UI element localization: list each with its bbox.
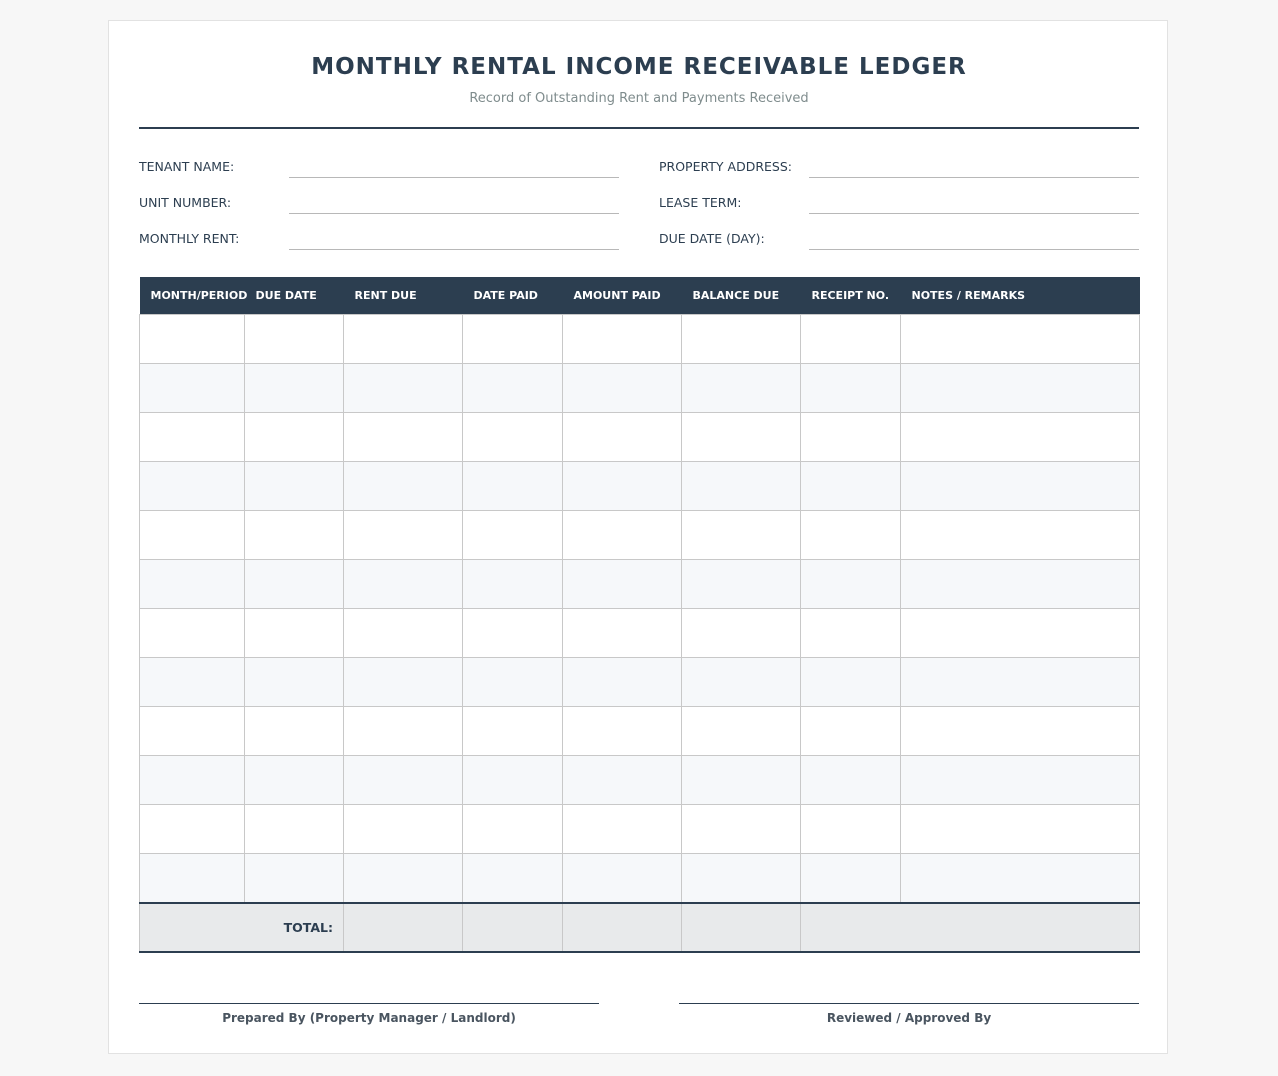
table-cell[interactable] [682, 609, 801, 658]
table-cell[interactable] [901, 315, 1140, 364]
tenant-name-line[interactable] [289, 177, 619, 178]
table-cell[interactable] [344, 462, 463, 511]
table-cell[interactable] [463, 462, 563, 511]
table-cell[interactable] [801, 658, 901, 707]
table-cell[interactable] [245, 511, 344, 560]
table-cell[interactable] [140, 707, 245, 756]
lease-term-line[interactable] [809, 213, 1139, 214]
monthly-rent-line[interactable] [289, 249, 619, 250]
table-cell[interactable] [682, 462, 801, 511]
table-cell[interactable] [901, 756, 1140, 805]
table-cell[interactable] [344, 756, 463, 805]
table-cell[interactable] [901, 854, 1140, 904]
table-cell[interactable] [245, 315, 344, 364]
table-cell[interactable] [140, 511, 245, 560]
table-cell[interactable] [344, 805, 463, 854]
total-amount-paid-cell[interactable] [563, 903, 682, 952]
table-cell[interactable] [140, 805, 245, 854]
table-cell[interactable] [801, 511, 901, 560]
table-row [140, 560, 1140, 609]
table-cell[interactable] [245, 805, 344, 854]
table-cell[interactable] [344, 413, 463, 462]
table-cell[interactable] [901, 805, 1140, 854]
prepared-by-label: Prepared By (Property Manager / Landlord) [222, 1011, 516, 1025]
column-header: BALANCE DUE [682, 277, 801, 315]
table-cell[interactable] [682, 658, 801, 707]
tenant-name-field[interactable] [139, 159, 619, 179]
prepared-by-block[interactable] [139, 1003, 599, 1025]
table-row [140, 658, 1140, 707]
total-date-paid-cell[interactable] [463, 903, 563, 952]
table-cell[interactable] [140, 854, 245, 904]
ledger-page [108, 20, 1168, 1054]
table-cell[interactable] [801, 413, 901, 462]
table-cell[interactable] [463, 854, 563, 904]
reviewed-by-label: Reviewed / Approved By [826, 1011, 992, 1025]
table-cell[interactable] [344, 315, 463, 364]
table-cell[interactable] [901, 364, 1140, 413]
table-cell[interactable] [463, 560, 563, 609]
table-cell[interactable] [563, 413, 682, 462]
document-subtitle: Record of Outstanding Rent and Payments Received [469, 91, 809, 106]
table-cell[interactable] [463, 756, 563, 805]
table-cell[interactable] [801, 854, 901, 904]
table-cell[interactable] [463, 315, 563, 364]
column-header: RECEIPT NO. [801, 277, 901, 315]
table-cell[interactable] [463, 805, 563, 854]
due-date-day-line[interactable] [809, 249, 1139, 250]
table-cell[interactable] [563, 756, 682, 805]
column-header: DUE DATE [245, 277, 344, 315]
column-header: MONTH/PERIOD [140, 277, 245, 315]
table-cell[interactable] [344, 364, 463, 413]
table-cell[interactable] [463, 511, 563, 560]
table-cell[interactable] [801, 805, 901, 854]
table-cell[interactable] [682, 707, 801, 756]
reviewed-by-block[interactable] [679, 1003, 1139, 1025]
table-cell[interactable] [245, 462, 344, 511]
table-cell[interactable] [801, 756, 901, 805]
table-cell[interactable] [801, 462, 901, 511]
unit-number-label: UNIT NUMBER: [139, 195, 232, 210]
column-header: RENT DUE [344, 277, 463, 315]
table-row [140, 805, 1140, 854]
table-cell[interactable] [563, 805, 682, 854]
table-cell[interactable] [140, 560, 245, 609]
table-cell[interactable] [563, 364, 682, 413]
lease-term-label: LEASE TERM: [659, 195, 742, 210]
table-cell[interactable] [901, 609, 1140, 658]
table-cell[interactable] [901, 511, 1140, 560]
table-cell[interactable] [563, 315, 682, 364]
monthly-rent-label: MONTHLY RENT: [139, 231, 240, 246]
prepared-by-line[interactable] [139, 1003, 599, 1004]
table-cell[interactable] [901, 462, 1140, 511]
table-cell[interactable] [245, 609, 344, 658]
monthly-rent-field[interactable] [139, 231, 619, 251]
table-cell[interactable] [140, 315, 245, 364]
table-cell[interactable] [463, 707, 563, 756]
reviewed-by-line[interactable] [679, 1003, 1139, 1004]
column-header: AMOUNT PAID [563, 277, 682, 315]
table-row [140, 609, 1140, 658]
table-cell[interactable] [140, 413, 245, 462]
total-rent-due-cell[interactable] [344, 903, 463, 952]
table-cell[interactable] [563, 854, 682, 904]
table-cell[interactable] [901, 413, 1140, 462]
table-row [140, 707, 1140, 756]
document-title: MONTHLY RENTAL INCOME RECEIVABLE LEDGER [311, 54, 967, 80]
table-cell[interactable] [463, 609, 563, 658]
total-balance-due-cell[interactable] [682, 903, 801, 952]
table-cell[interactable] [801, 609, 901, 658]
unit-number-field[interactable] [139, 195, 619, 215]
table-cell[interactable] [563, 609, 682, 658]
table-cell[interactable] [901, 658, 1140, 707]
table-cell[interactable] [682, 560, 801, 609]
table-row [140, 756, 1140, 805]
table-cell[interactable] [344, 658, 463, 707]
ledger-header [140, 277, 1140, 315]
table-cell[interactable] [563, 658, 682, 707]
ledger-body [140, 315, 1140, 904]
lease-term-field[interactable] [659, 195, 1139, 215]
table-cell[interactable] [682, 756, 801, 805]
table-cell[interactable] [901, 707, 1140, 756]
table-cell[interactable] [682, 315, 801, 364]
table-cell[interactable] [801, 364, 901, 413]
ledger-footer [140, 903, 1140, 952]
table-cell[interactable] [682, 511, 801, 560]
table-cell[interactable] [563, 511, 682, 560]
table-cell[interactable] [344, 854, 463, 904]
table-cell[interactable] [245, 560, 344, 609]
table-cell[interactable] [801, 315, 901, 364]
table-cell[interactable] [140, 462, 245, 511]
table-row [140, 413, 1140, 462]
table-cell[interactable] [463, 658, 563, 707]
tenant-name-label: TENANT NAME: [139, 159, 235, 174]
table-cell[interactable] [344, 560, 463, 609]
table-row [140, 364, 1140, 413]
table-cell[interactable] [245, 658, 344, 707]
total-remarks-cell[interactable] [801, 903, 1140, 952]
property-address-field[interactable] [659, 159, 1139, 179]
total-row [140, 903, 1140, 952]
table-cell[interactable] [901, 560, 1140, 609]
table-cell[interactable] [801, 707, 901, 756]
property-address-line[interactable] [809, 177, 1139, 178]
table-row [140, 462, 1140, 511]
table-cell[interactable] [463, 364, 563, 413]
table-cell[interactable] [682, 364, 801, 413]
table-cell[interactable] [245, 413, 344, 462]
table-cell[interactable] [245, 854, 344, 904]
table-cell[interactable] [140, 658, 245, 707]
table-cell[interactable] [463, 413, 563, 462]
table-cell[interactable] [682, 413, 801, 462]
table-cell[interactable] [563, 560, 682, 609]
table-row [140, 315, 1140, 364]
table-cell[interactable] [682, 854, 801, 904]
table-cell[interactable] [563, 462, 682, 511]
due-date-day-field[interactable] [659, 231, 1139, 251]
table-cell[interactable] [344, 707, 463, 756]
table-cell[interactable] [245, 756, 344, 805]
table-cell[interactable] [344, 609, 463, 658]
table-cell[interactable] [140, 609, 245, 658]
table-cell[interactable] [682, 805, 801, 854]
table-row [140, 511, 1140, 560]
table-cell[interactable] [140, 756, 245, 805]
total-label: TOTAL: [140, 903, 344, 952]
table-cell[interactable] [344, 511, 463, 560]
property-address-label: PROPERTY ADDRESS: [659, 159, 792, 174]
table-cell[interactable] [245, 364, 344, 413]
table-row [140, 854, 1140, 904]
unit-number-line[interactable] [289, 213, 619, 214]
ledger-table [139, 277, 1140, 953]
due-date-day-label: DUE DATE (DAY): [659, 231, 765, 246]
column-header: NOTES / REMARKS [901, 277, 1140, 315]
table-cell[interactable] [140, 364, 245, 413]
table-cell[interactable] [801, 560, 901, 609]
column-header: DATE PAID [463, 277, 563, 315]
header-divider [139, 127, 1139, 129]
table-cell[interactable] [245, 707, 344, 756]
table-cell[interactable] [563, 707, 682, 756]
